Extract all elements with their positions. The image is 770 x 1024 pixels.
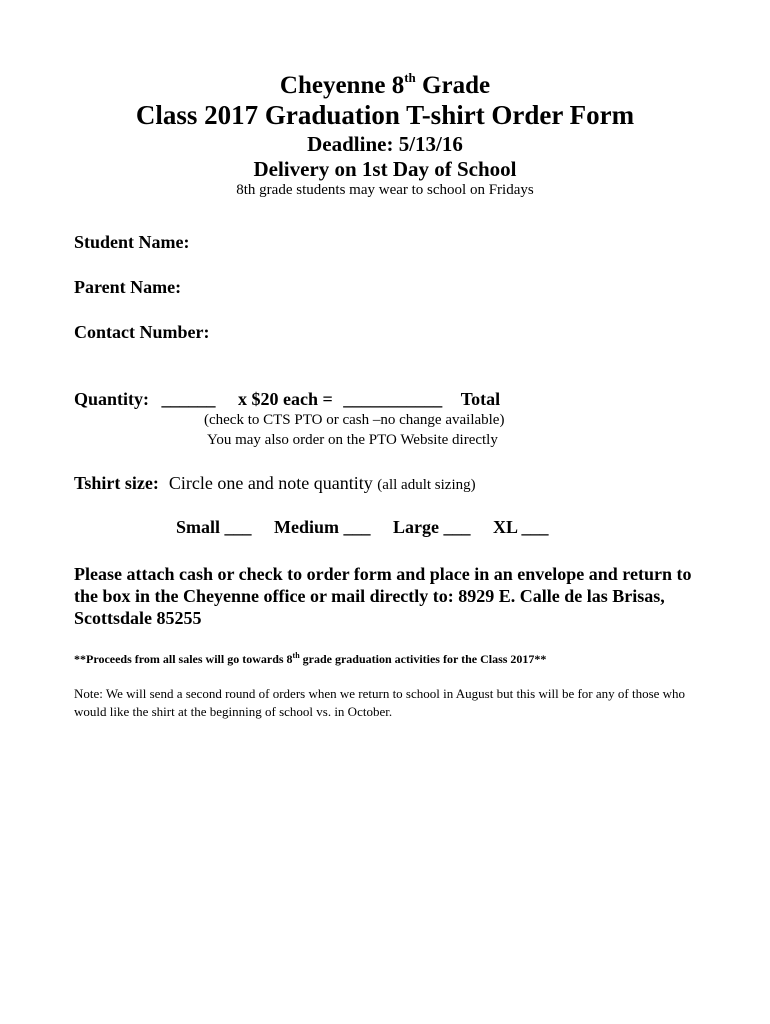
parent-name-label: Parent Name: bbox=[74, 277, 182, 297]
total-label: Total bbox=[460, 389, 501, 409]
quantity-blank[interactable]: ______ bbox=[161, 389, 216, 409]
size-option-large[interactable]: Large ___ bbox=[393, 517, 471, 537]
student-name-label: Student Name: bbox=[74, 232, 190, 252]
size-option-small[interactable]: Small ___ bbox=[176, 517, 252, 537]
deadline: Deadline: 5/13/16 bbox=[307, 132, 463, 156]
size-option-xl[interactable]: XL ___ bbox=[493, 517, 549, 537]
quantity-line bbox=[74, 389, 500, 410]
total-blank[interactable]: ___________ bbox=[343, 389, 443, 409]
sizing-note: (all adult sizing) bbox=[377, 477, 476, 493]
website-note: You may also order on the PTO Website directly bbox=[207, 432, 498, 448]
second-round-note: Note: We will send a second round of orders when we return to school in August but this will be for any of those who would like the shirt at the beginning of school vs. in October. bbox=[74, 686, 686, 719]
price-text: x $20 each = bbox=[238, 389, 333, 409]
contact-number-label: Contact Number: bbox=[74, 322, 210, 342]
tshirt-size-line bbox=[74, 473, 476, 494]
title-line-1: Cheyenne 8th Grade bbox=[279, 70, 491, 99]
tshirt-size-label: Tshirt size: bbox=[74, 473, 159, 493]
title-line-2: Class 2017 Graduation T-shirt Order Form bbox=[135, 100, 635, 130]
mailing-instructions: Please attach cash or check to order form and place in an envelope and return to the box in the Cheyenne office or mail directly to: 8929 E. Calle de las Brisas, Scottsdale 85255 bbox=[74, 564, 692, 628]
size-options bbox=[176, 517, 567, 538]
quantity-label: Quantity: bbox=[74, 389, 150, 409]
size-option-medium[interactable]: Medium ___ bbox=[274, 517, 371, 537]
proceeds-note: **Proceeds from all sales will go towards 8th grade graduation activities for the Class 2017** bbox=[74, 651, 547, 666]
payment-note: (check to CTS PTO or cash –no change available) bbox=[204, 412, 505, 428]
delivery: Delivery on 1st Day of School bbox=[253, 157, 517, 181]
subtitle: 8th grade students may wear to school on Fridays bbox=[236, 182, 534, 198]
tshirt-size-instruction: Circle one and note quantity bbox=[168, 473, 373, 493]
